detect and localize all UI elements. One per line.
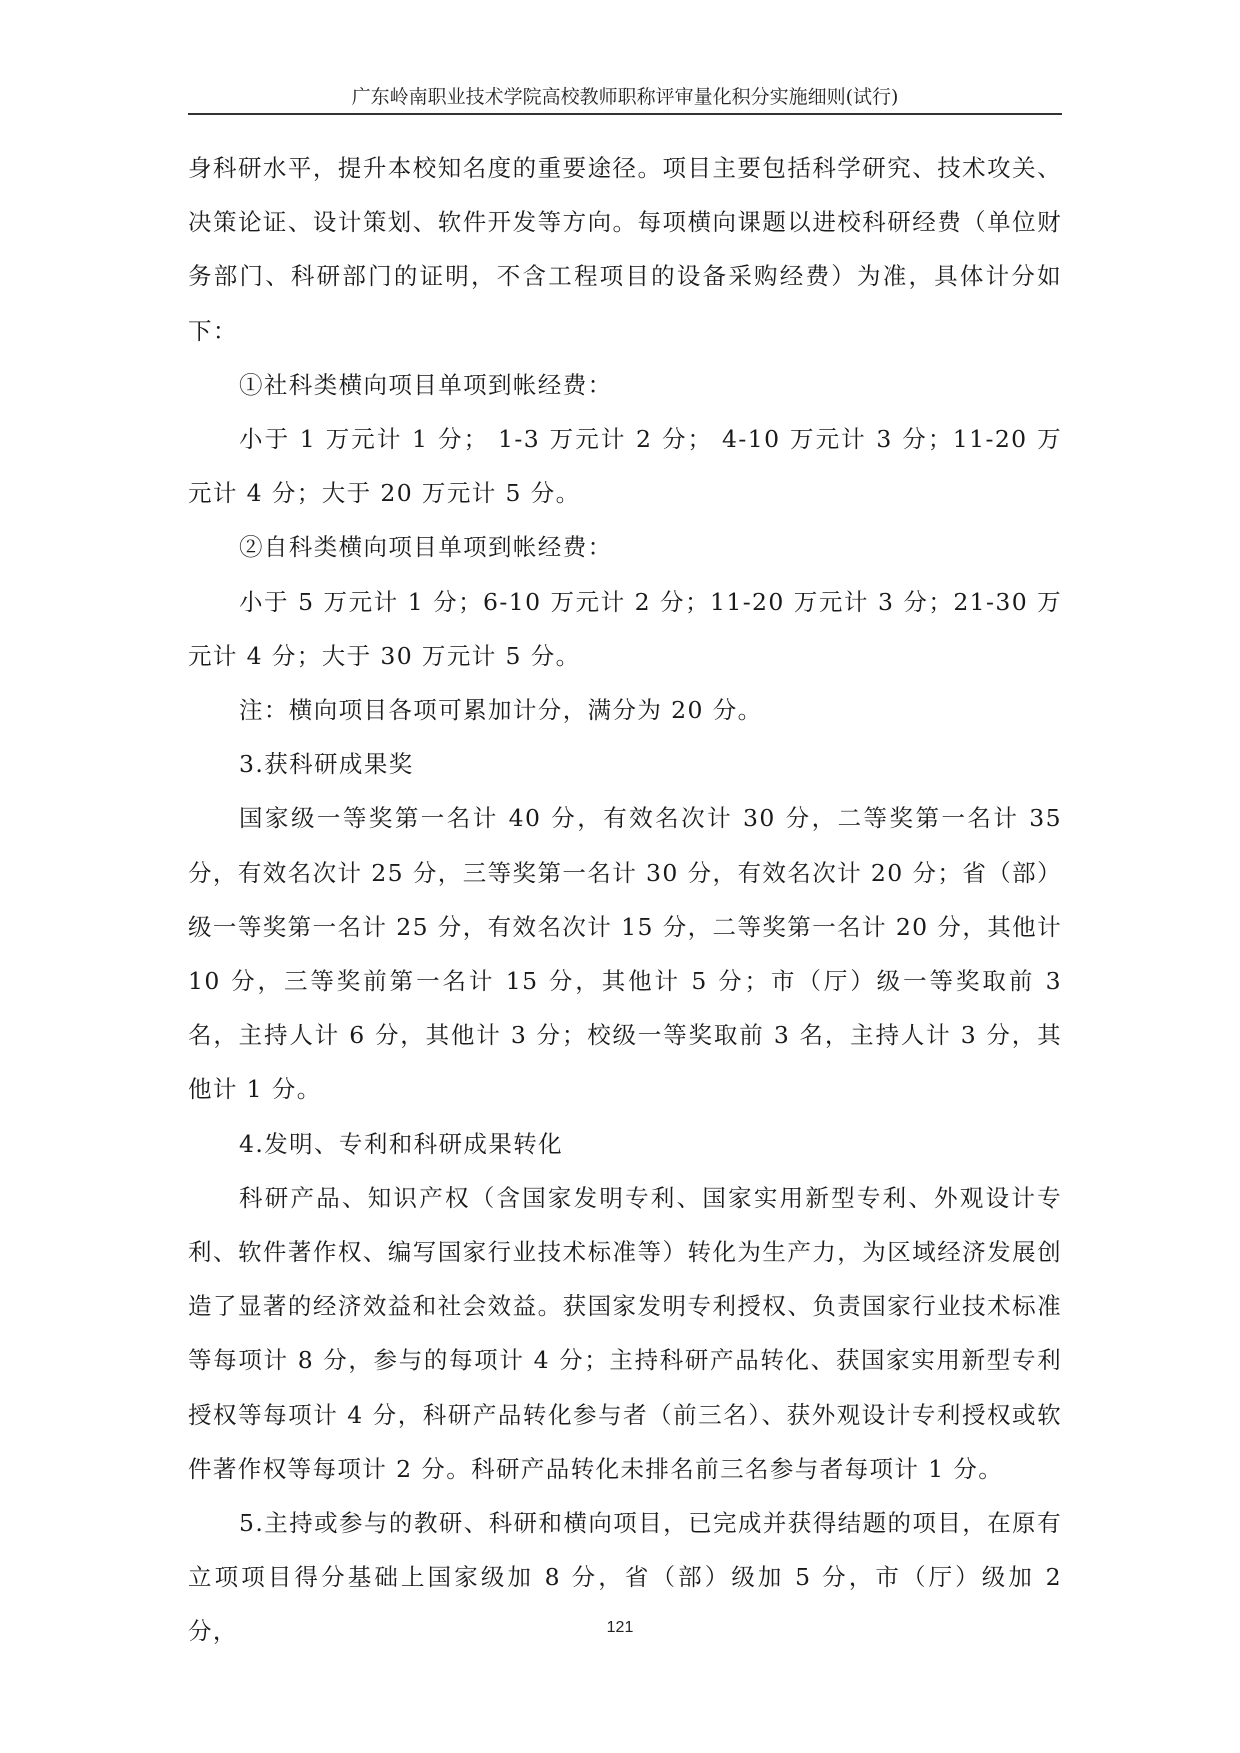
- section-heading-3: 3.获科研成果奖: [239, 750, 414, 779]
- paragraph-4: 小于 5 万元计 1 分；6-10 万元计 2 分；11-20 万元计 3 分；21-30 万元计 4 分；大于 30 万元计 5 分。: [188, 587, 1062, 670]
- paragraph-10: 5.主持或参与的教研、科研和横向项目，已完成并获得结题的项目，在原有立项项目得分基础上国家级加 8 分，省（部）级加 5 分，市（厅）级加 2 分，: [188, 1509, 1062, 1646]
- paragraph-3: ②自科类横向项目单项到帐经费：: [239, 533, 613, 562]
- section-heading-4: 4.发明、专利和科研成果转化: [239, 1129, 564, 1158]
- page-header-title: 广东岭南职业技术学院高校教师职称评审量化积分实施细则(试行): [351, 86, 899, 108]
- page-number: 121: [606, 1619, 634, 1636]
- paragraph-9: 科研产品、知识产权（含国家发明专利、国家实用新型专利、外观设计专利、软件著作权、编写国家行业技术标准等）转化为生产力，为区域经济发展创造了显著的经济效益和社会效益。获国家发明专利授权、负责国家行业技术标准等每项计 8 分，参与的每项计 4 分；主持科研产品转化、获国家实用新型专利授权等每项计 4 分，科研产品转化参与者（前三名）、获外观设计专利授权或软件著作权等每项计 2 分。科研产品转化未排名前三名参与者每项计 1 分。: [188, 1183, 1062, 1483]
- paragraph-5: 注：横向项目各项可累加计分，满分为 20 分。: [239, 696, 763, 725]
- paragraph-0: 身科研水平，提升本校知名度的重要途径。项目主要包括科学研究、技术攻关、决策论证、设计策划、软件开发等方向。每项横向课题以进校科研经费（单位财务部门、科研部门的证明，不含工程项目的设备采购经费）为准，具体计分如下：: [188, 154, 1062, 345]
- paragraph-7: 国家级一等奖第一名计 40 分，有效名次计 30 分，二等奖第一名计 35 分，有效名次计 25 分，三等奖第一名计 30 分，有效名次计 20 分；省（部）级一等奖第一名计 25 分，有效名次计 15 分，二等奖第一名计 20 分，其他计 10 分，三等奖前第一名计 15 分，其他计 5 分；市（厅）级一等奖取前 3 名，主持人计 6 分，其他计 3 分；校级一等奖取前 3 名，主持人计 3 分，其他计 1 分。: [188, 804, 1062, 1104]
- header-divider: [188, 113, 1062, 115]
- paragraph-2: 小于 1 万元计 1 分； 1-3 万元计 2 分； 4-10 万元计 3 分；11-20 万元计 4 分；大于 20 万元计 5 分。: [188, 425, 1062, 508]
- document-body: [188, 141, 1062, 1659]
- paragraph-1: ①社科类横向项目单项到帐经费：: [239, 370, 613, 399]
